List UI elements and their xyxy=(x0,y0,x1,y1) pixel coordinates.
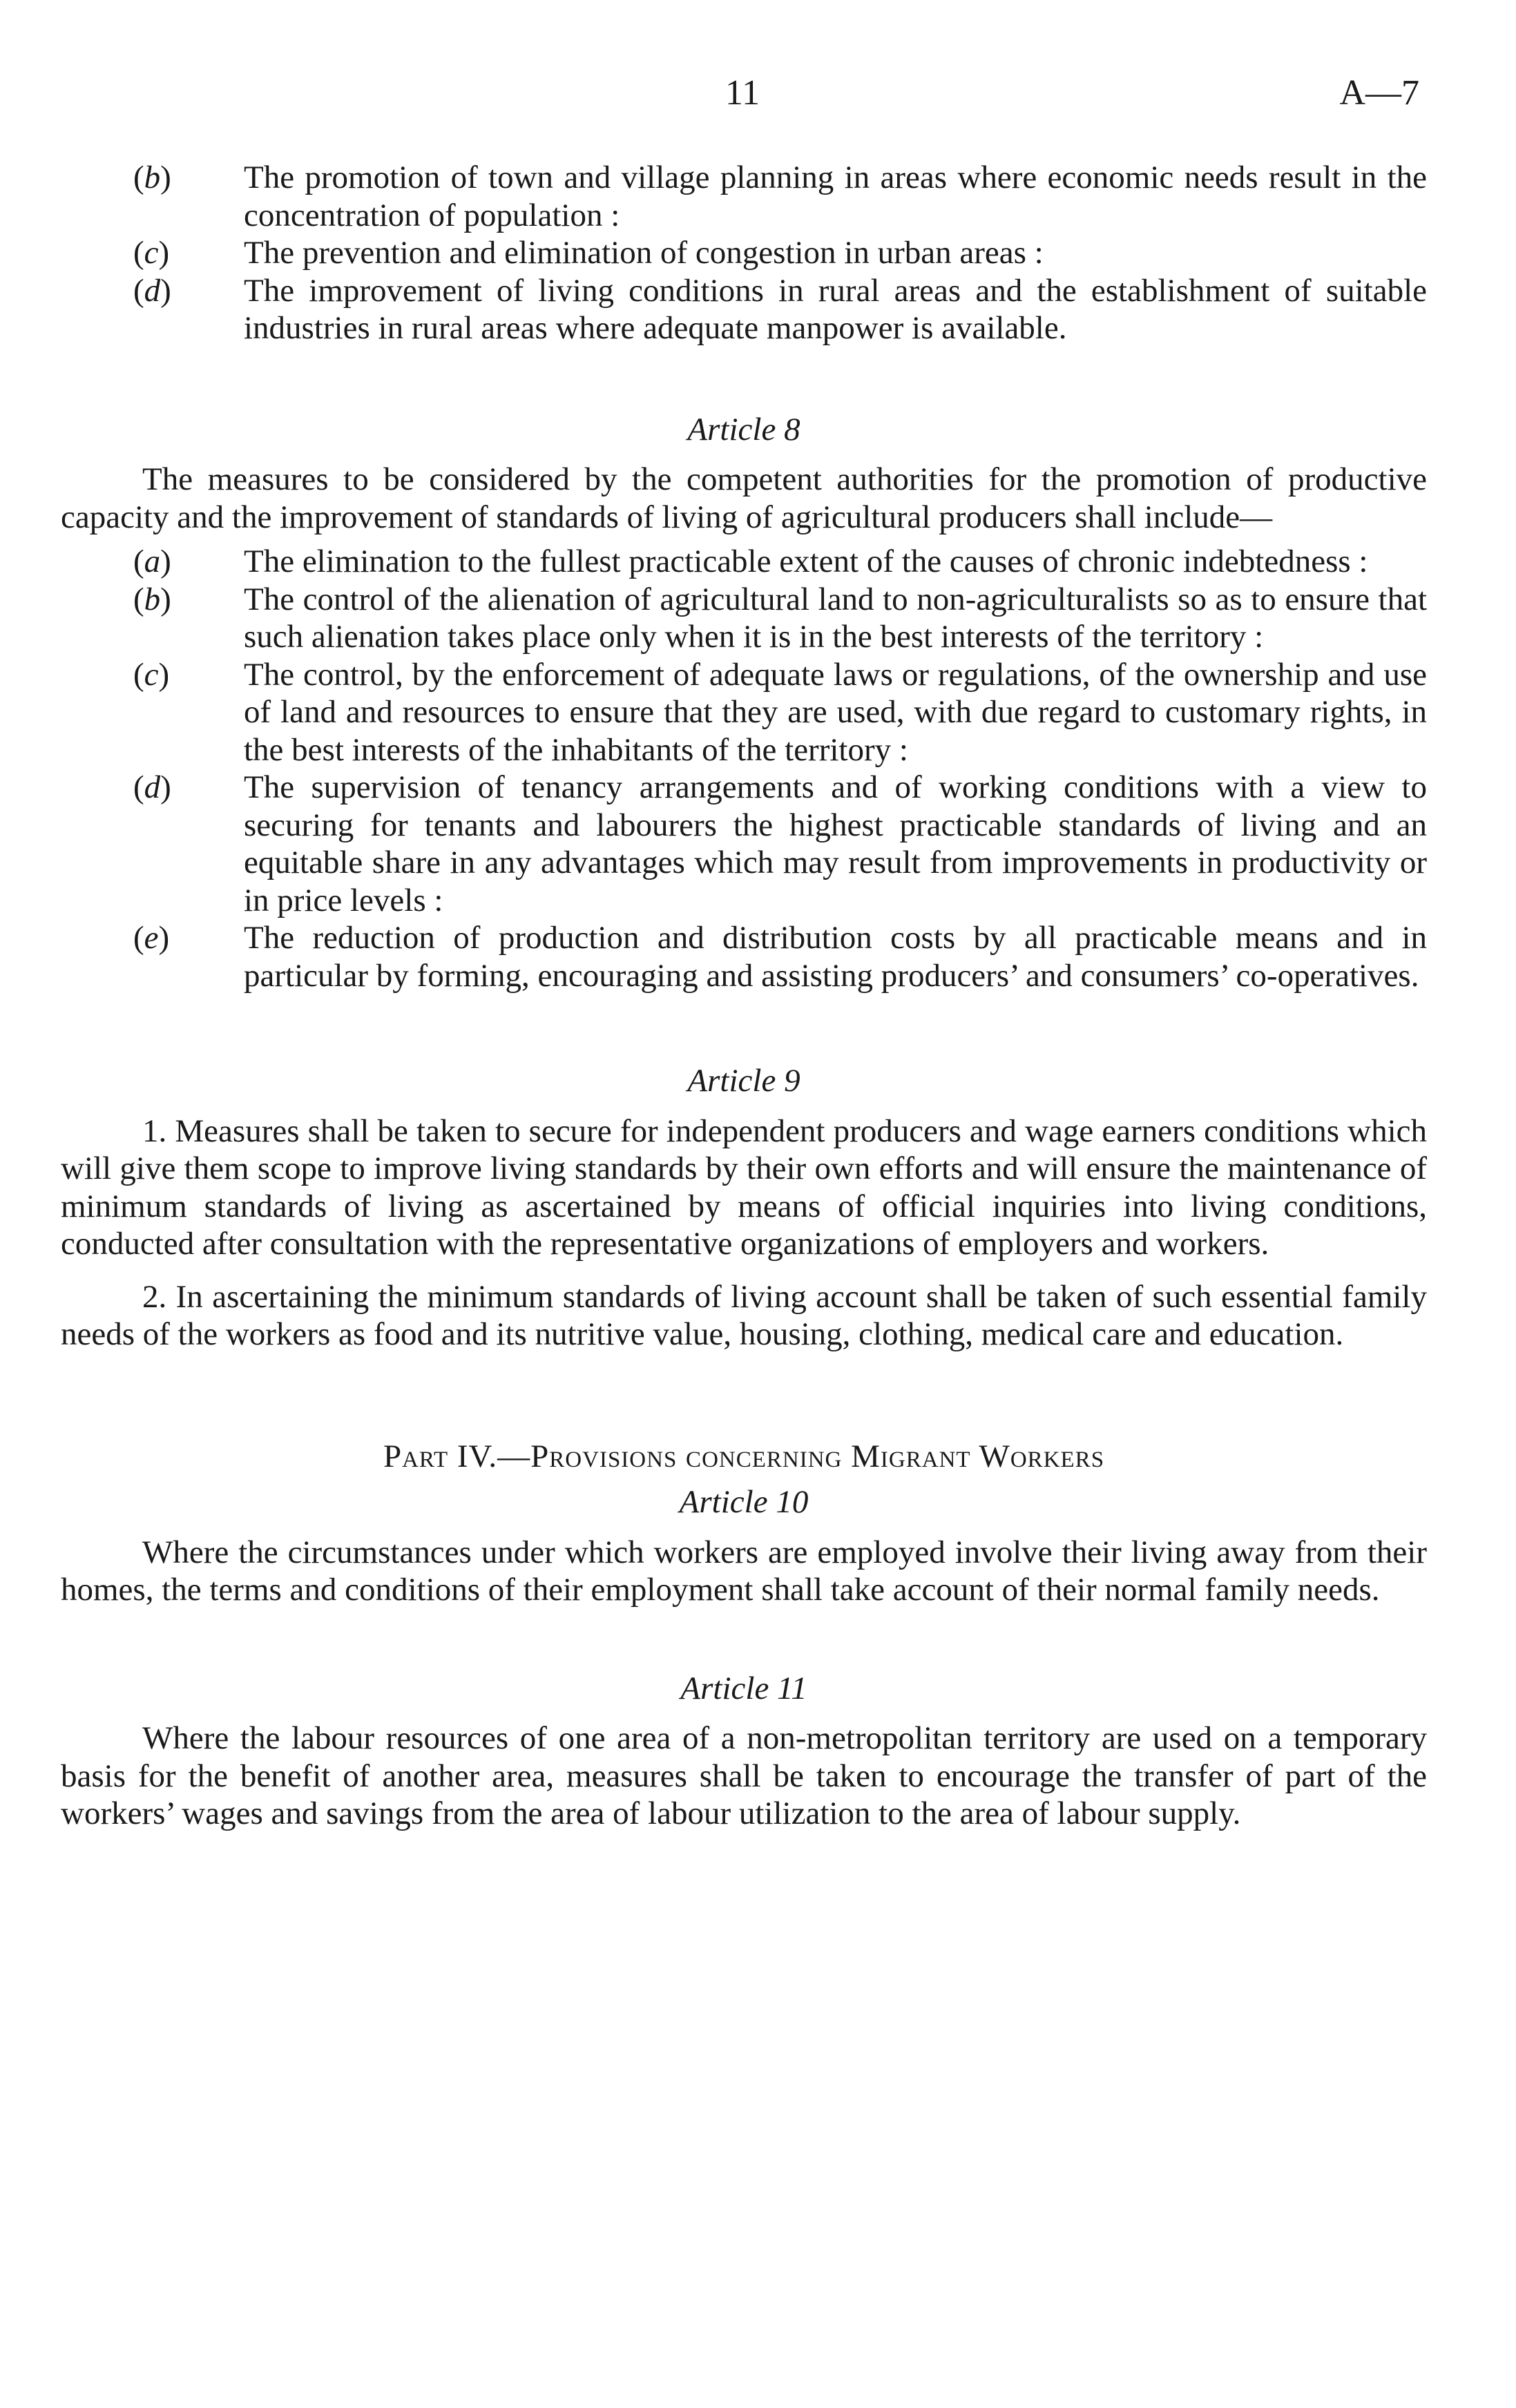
intro-list xyxy=(61,159,1427,347)
item-label: (e) xyxy=(133,920,170,956)
list-item xyxy=(61,581,1427,656)
article-paragraph: Where the circumstances under which workers are employed involve their living away from their homes, the terms and conditions of their employment shall take account of their normal family needs. xyxy=(61,1534,1427,1608)
item-text: The prevention and elimination of congestion in urban areas : xyxy=(244,235,1044,271)
list-item xyxy=(61,234,1427,272)
article-10 xyxy=(61,1483,1427,1609)
article-intro: The measures to be considered by the competent authorities for the promotion of productive capacity and the improvement of standards of living of agricultural producers shall include— xyxy=(61,461,1427,535)
page-number: 11 xyxy=(725,73,760,113)
item-text: The control, by the enforcement of adequate laws or regulations, of the ownership and use of land and resources to ensure that they are used, with due regard to customary rights, in the best interests of the inhabitants of the territory : xyxy=(244,656,1427,768)
document-series: A—7 xyxy=(1339,73,1419,113)
article-paragraph: 1. Measures shall be taken to secure for independent producers and wage earners conditions which will give them scope to improve living standards by their own efforts and will ensure the maintenance of minimum standards of living as ascertained by means of official inquiries into living conditions, conducted after consultation with the representative organizations of employers and workers. xyxy=(61,1113,1427,1262)
item-text: The control of the alienation of agricultural land to non-agriculturalists so as to ensure that such alienation takes place only when it is in the best interests of the territory : xyxy=(244,581,1427,655)
item-text: The reduction of production and distribution costs by all practicable means and in particular by forming, encouraging and assisting producers’ and consumers’ co-operatives. xyxy=(244,920,1427,994)
list-item xyxy=(61,919,1427,994)
item-label: (d) xyxy=(133,769,171,805)
item-label: (c) xyxy=(133,235,170,271)
article-9 xyxy=(61,1062,1427,1354)
article-heading: Article 9 xyxy=(687,1063,800,1099)
article-heading: Article 11 xyxy=(680,1670,807,1706)
list-item xyxy=(61,543,1427,581)
article-paragraph: Where the labour resources of one area of a non-metropolitan territory are used on a temporary basis for the benefit of another area, measures shall be taken to encourage the transfer of part of the workers’ wages and savings from the area of labour utilization to the area of labour supply. xyxy=(61,1720,1427,1831)
list-item xyxy=(61,272,1427,347)
list-item xyxy=(61,159,1427,234)
article-11 xyxy=(61,1670,1427,1833)
article-paragraph: 2. In ascertaining the minimum standards of living account shall be taken of such essential family needs of the workers as food and its nutritive value, housing, clothing, medical care and education. xyxy=(61,1278,1427,1352)
page-header xyxy=(0,73,1516,128)
item-label: (b) xyxy=(133,581,171,617)
item-text: The promotion of town and village planning in areas where economic needs result in the concentration of population : xyxy=(244,160,1427,233)
part-title: Part IV.—Provisions concerning Migrant Workers xyxy=(383,1438,1105,1474)
article-heading: Article 10 xyxy=(679,1484,809,1520)
item-label: (a) xyxy=(133,543,171,579)
item-text: The supervision of tenancy arrangements and of working conditions with a view to securing for tenants and labourers the highest practicable standards of living and an equitable share in any advantages which may result from improvements in productivity or in price levels : xyxy=(244,769,1427,918)
part-4 xyxy=(61,1438,1427,1476)
item-text: The improvement of living conditions in rural areas and the establishment of suitable industries in rural areas where adequate manpower is available. xyxy=(244,272,1427,346)
page-body xyxy=(61,159,1427,1833)
article-heading: Article 8 xyxy=(687,411,800,447)
list-item xyxy=(61,656,1427,769)
item-label: (d) xyxy=(133,272,171,309)
item-label: (b) xyxy=(133,160,171,195)
item-label: (c) xyxy=(133,656,170,693)
list-item xyxy=(61,769,1427,919)
item-text: The elimination to the fullest practicable extent of the causes of chronic indebtedness : xyxy=(244,543,1368,579)
article-8 xyxy=(61,411,1427,995)
